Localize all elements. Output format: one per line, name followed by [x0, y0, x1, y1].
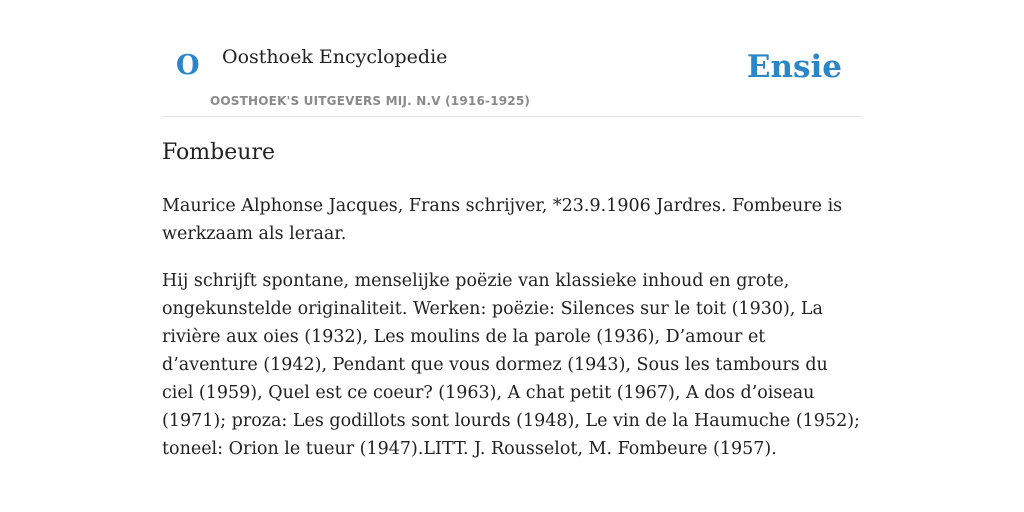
entry-body [162, 192, 862, 482]
logo-icon[interactable]: O [176, 50, 200, 81]
brand-logo[interactable]: Ensie [746, 49, 842, 85]
publisher-subtitle: OOSTHOEK'S UITGEVERS MIJ. N.V (1916-1925) [210, 94, 531, 108]
entry-title: Fombeure [162, 140, 275, 165]
entry-paragraph: Hij schrijft spontane, menselijke poëzie van klassieke inhoud en grote, ongekunstelde originaliteit. Werken: poëzie: Silences sur le toit (1930), La rivière aux oies (1932), Les moulins de la parole (1936), D’amour et d’aventure (1942), Pendant que vous dormez (1943), Sous les tambours du ciel (1959), Quel est ce coeur? (1963), A chat petit (1967), A dos d’oiseau (1971); proza: Les godillots sont lourds (1948), Le vin de la Haumuche (1952); toneel: Orion le tueur (1947).LITT. J. Rousselot, M. Fombeure (1957). [162, 271, 860, 459]
site-title[interactable]: Oosthoek Encyclopedie [222, 46, 448, 68]
header [162, 0, 862, 117]
entry-paragraph: Maurice Alphonse Jacques, Frans schrijver, *23.9.1906 Jardres. Fombeure is werkzaam als leraar. [162, 196, 843, 244]
